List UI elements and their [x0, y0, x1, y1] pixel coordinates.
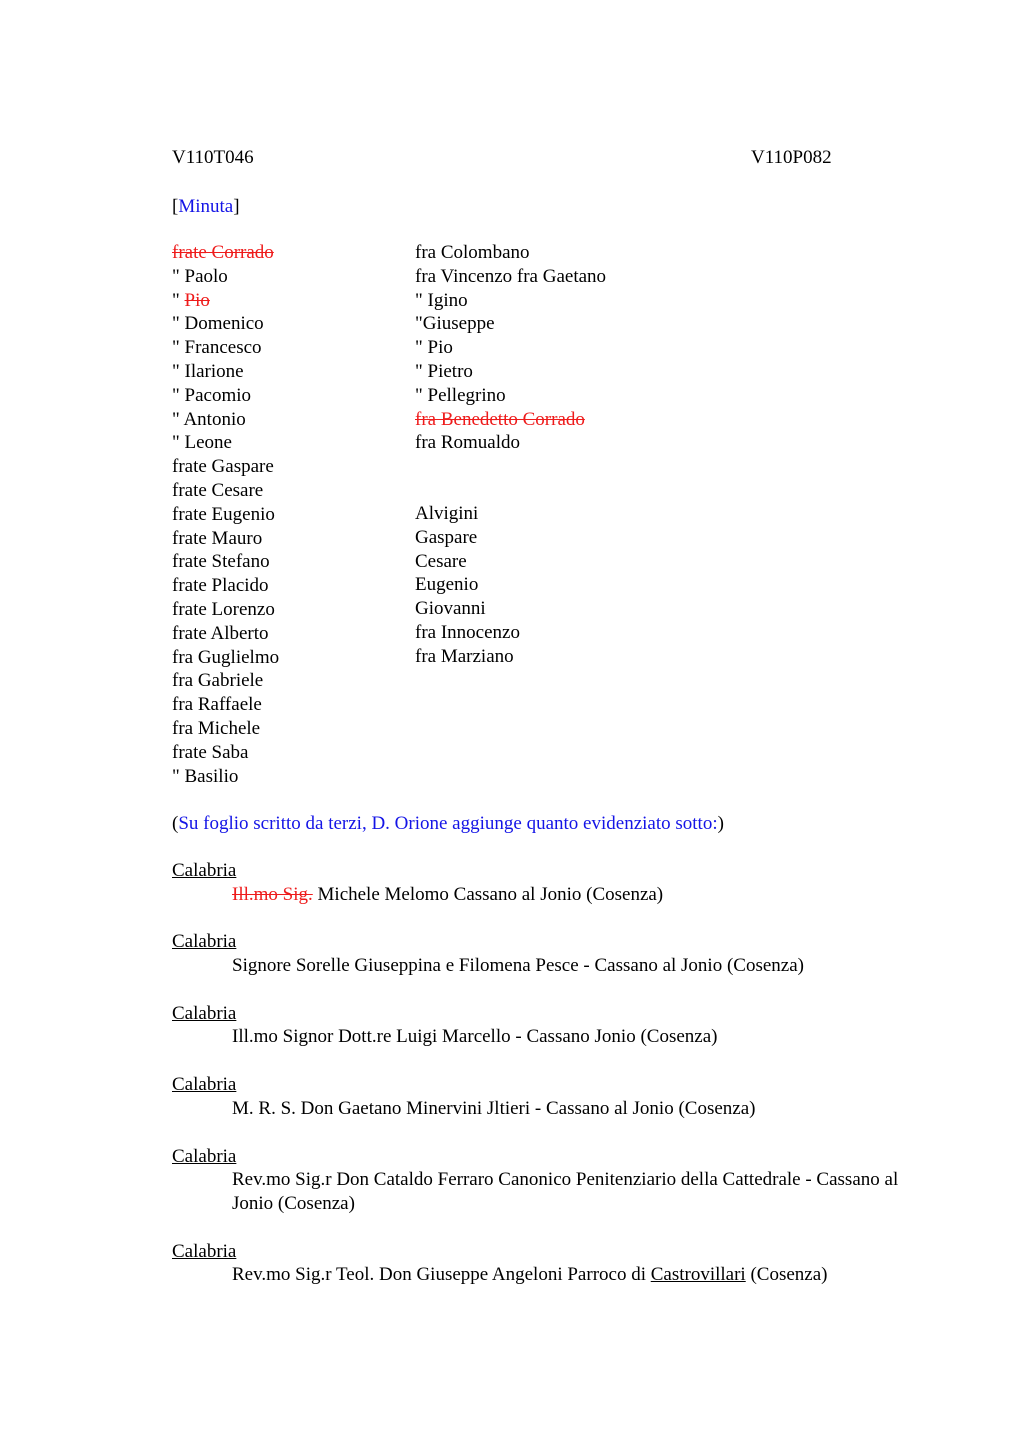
list-item-text: frate Gaspare: [172, 456, 274, 478]
list-item: [415, 265, 606, 289]
note-close-paren: ): [717, 813, 724, 834]
list-item-text: fra Colombano: [415, 242, 530, 263]
address-line: [172, 954, 912, 978]
list-item: [415, 408, 606, 432]
region-label: Calabria: [172, 860, 237, 881]
list-item: [172, 550, 279, 574]
names-list-right-lower: [415, 502, 520, 669]
open-bracket: [: [172, 196, 179, 217]
address-entry: [172, 1002, 912, 1049]
list-item-text: " Francesco: [172, 337, 262, 359]
list-item-text: " Ilarione: [172, 360, 244, 382]
list-item: [415, 312, 606, 336]
list-item: [172, 741, 279, 765]
close-bracket: ]: [233, 196, 240, 217]
list-item: Cesare: [415, 550, 467, 572]
list-item-text: fra Guglielmo: [172, 646, 280, 668]
list-item: [172, 574, 279, 598]
list-item-text: " Basilio: [172, 765, 239, 787]
address-text-after: (Cosenza): [745, 1264, 828, 1286]
note-open-paren: (: [172, 813, 179, 834]
list-item-text: fra Romualdo: [415, 432, 521, 454]
struck-text: Ill.mo Sig.: [232, 883, 313, 905]
list-item-text: " Domenico: [172, 313, 264, 335]
list-item-text: " Antonio: [172, 408, 246, 430]
address-entry: [172, 859, 912, 906]
address-text: Rev.mo Sig.r Don Cataldo Ferraro Canonico Penitenziario della Cattedrale - Cassano al Jonio (Cosenza): [232, 1169, 899, 1214]
list-item-text: frate Cesare: [172, 479, 264, 501]
list-item: [172, 384, 279, 408]
list-item-text: fra Vincenzo fra Gaetano: [415, 265, 607, 287]
address-list: [172, 859, 912, 1311]
region-label: Calabria: [172, 931, 237, 953]
list-item: [172, 431, 279, 455]
list-item-text: frate Eugenio: [172, 503, 275, 525]
list-item: [172, 646, 279, 670]
list-item: [172, 479, 279, 503]
list-item: fra Innocenzo: [415, 621, 520, 643]
list-item-text: frate Mauro: [172, 527, 263, 549]
list-item: [415, 431, 606, 455]
region-label: Calabria: [172, 1002, 237, 1024]
list-item-text: " Pacomio: [172, 384, 251, 406]
friars-list-left: [172, 241, 279, 788]
list-item: Giovanni: [415, 598, 486, 620]
list-item-text: fra Michele: [172, 717, 261, 739]
list-item: Eugenio: [415, 574, 479, 596]
list-item-text: " Pellegrino: [415, 384, 506, 406]
address-text: Rev.mo Sig.r Teol. Don Giuseppe Angeloni Parroco di: [232, 1264, 651, 1286]
address-line: [172, 1097, 912, 1121]
list-item: Alvigini: [415, 503, 479, 524]
list-item: [172, 312, 279, 336]
list-item: [172, 289, 279, 313]
address-line: [172, 1263, 912, 1287]
address-line: [172, 1025, 912, 1049]
list-item-prefix: ": [172, 289, 185, 311]
region-label: Calabria: [172, 1145, 237, 1167]
list-item: [172, 455, 279, 479]
minuta-label: [172, 195, 240, 219]
list-item-text: frate Alberto: [172, 622, 269, 644]
list-item-text: fra Raffaele: [172, 694, 262, 716]
address-entry: [172, 1240, 912, 1287]
list-item-text: " Paolo: [172, 265, 228, 287]
list-item: [172, 408, 279, 432]
address-entry: [172, 930, 912, 977]
list-item: [172, 717, 279, 741]
address-text: Signore Sorelle Giuseppina e Filomena Pesce - Cassano al Jonio (Cosenza): [232, 955, 804, 977]
document-code-right: V110P082: [751, 147, 832, 168]
list-item: [415, 289, 606, 313]
editorial-note: [172, 812, 724, 836]
list-item: [415, 241, 606, 265]
list-item: [415, 384, 606, 408]
address-entry: [172, 1145, 912, 1216]
list-item: [172, 265, 279, 289]
list-item-text: " Pio: [415, 337, 453, 359]
note-text: Su foglio scritto da terzi, D. Orione aggiunge quanto evidenziato sotto:: [178, 813, 718, 834]
list-item-text: fra Gabriele: [172, 670, 264, 692]
list-item: [172, 241, 279, 265]
list-item: [172, 693, 279, 717]
list-item-text: frate Lorenzo: [172, 598, 275, 620]
list-item-text: " Leone: [172, 432, 232, 454]
region-label: Calabria: [172, 1074, 237, 1096]
region-label: Calabria: [172, 1240, 237, 1262]
list-item: [172, 598, 279, 622]
minuta-text: Minuta: [178, 196, 234, 217]
list-item: [172, 622, 279, 646]
list-item: [172, 503, 279, 527]
address-text: Ill.mo Signor Dott.re Luigi Marcello - Cassano Jonio (Cosenza): [232, 1026, 718, 1048]
list-item: [172, 765, 279, 789]
list-item: [172, 360, 279, 384]
list-item: fra Marziano: [415, 645, 514, 667]
address-text: M. R. S. Don Gaetano Minervini Jltieri - Cassano al Jonio (Cosenza): [232, 1097, 756, 1119]
list-item: [172, 527, 279, 551]
list-item-text: frate Stefano: [172, 551, 270, 573]
struck-text: frate Corrado: [172, 242, 274, 263]
list-item-text: frate Saba: [172, 741, 249, 763]
list-item-text: " Pietro: [415, 360, 473, 382]
list-item: [172, 336, 279, 360]
struck-text: Pio: [184, 289, 210, 311]
address-line: [172, 1168, 912, 1215]
struck-text: fra Benedetto Corrado: [415, 408, 585, 430]
list-item-text: frate Placido: [172, 575, 269, 597]
list-item-text: "Giuseppe: [415, 313, 495, 335]
underlined-place: Castrovillari: [650, 1264, 746, 1286]
friars-list-right: [415, 241, 606, 455]
address-line: [172, 883, 912, 907]
list-item: Gaspare: [415, 526, 478, 548]
address-entry: [172, 1073, 912, 1120]
list-item-text: " Igino: [415, 289, 468, 311]
list-item: [415, 360, 606, 384]
address-text: Michele Melomo Cassano al Jonio (Cosenza): [312, 883, 664, 905]
list-item: [415, 336, 606, 360]
document-code-left: V110T046: [172, 147, 254, 168]
list-item: [172, 669, 279, 693]
